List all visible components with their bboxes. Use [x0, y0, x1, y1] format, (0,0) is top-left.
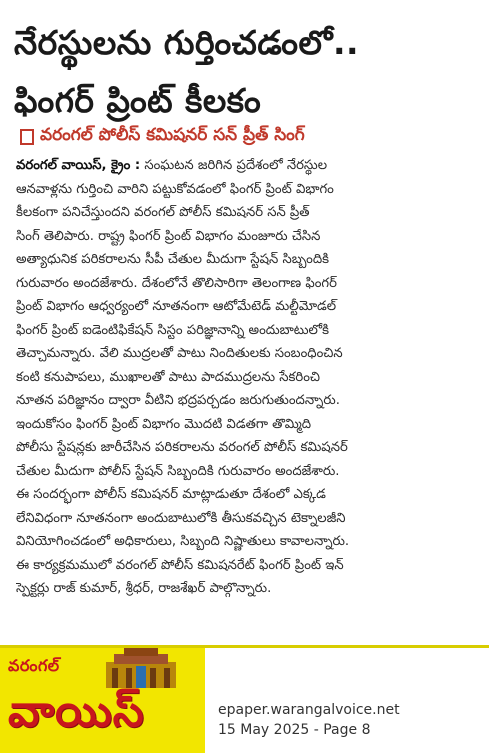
- logo-small-text: వరంగల్: [8, 656, 60, 675]
- article-line: తెచ్చామన్నారు. వేలి ముద్రలతో పాటు నిందితులకు సంబంధించిన: [16, 346, 343, 361]
- article-line: అత్యాధునిక పరికరాలను సీపీ చేతుల మీదుగా స్టేషన్ సిబ్బందికి: [16, 252, 330, 267]
- headline: [14, 14, 482, 130]
- article-line: నూతన పరిజ్ఞానం ద్వారా వీటిని భద్రపర్చడం జరుగుతుందన్నారు.: [16, 393, 340, 408]
- subheadline-text: వరంగల్ పోలీస్ కమిషనర్ సన్ ప్రీత్ సింగ్: [40, 125, 305, 145]
- article-line: ఈ కార్యక్రమములో వరంగల్ పోలీస్ కమిషనరేట్ ఫింగర్ ప్రింట్ ఇన్: [16, 557, 344, 573]
- article-line: కంటి కనుపాపలు, ముఖాలతో పాటు పాదముద్రలను సేకరించి: [16, 369, 321, 385]
- article-line: చేతుల మీదుగా పోలీస్ స్టేషన్ సిబ్బందికి గురువారం అందజేశారు.: [16, 463, 340, 479]
- article-line: ఆనవాళ్లను గుర్తించి వారిని పట్టుకోవడంలో ఫింగర్ ప్రింట్ విభాగం: [16, 181, 334, 197]
- logo-big-text: వాయిస్: [8, 686, 145, 737]
- article-line: ఫింగర్ ప్రింట్ ఐడెంటిఫికేషన్ సిస్టం పరిజ్ఞానాన్ని అందుబాటులోకి: [16, 322, 330, 338]
- article-line: కీలకంగా పనిచేస్తుందని వరంగల్ పోలీస్ కమిషనర్ సన్ ప్రీత్: [16, 205, 310, 220]
- article-line: ప్రింట్ విభాగం ఆధ్వర్యంలో నూతనంగా ఆటోమేటెడ్ మల్టీమోడల్: [16, 299, 337, 314]
- article-byline: వరంగల్ వాయిస్, క్రైం :: [16, 158, 141, 173]
- article-line: లేనివిధంగా నూతనంగా అందుబాటులోకి తీసుకవచ్చిన టెక్నాలజీని: [16, 510, 346, 526]
- article-line: పోలీసు స్టేషన్లకు జారీచేసిన పరికరాలను వరంగల్ పోలీస్ కమిషనర్: [16, 440, 348, 455]
- subheadline: [20, 124, 480, 150]
- date-page: 15 May 2025 - Page 8: [218, 722, 371, 738]
- article-line: ఇందుకోసం ఫింగర్ ప్రింట్ విభాగం మొదటి విడతగా తొమ్మిది: [16, 416, 312, 432]
- epaper-meta: [218, 700, 478, 740]
- article-line: సింగ్ తెలిపారు. రాష్ట్ర ఫింగర్ ప్రింట్ విభాగం మంజూరు చేసిన: [16, 228, 321, 244]
- article-line: [16, 154, 482, 178]
- checkbox-bullet-icon: [20, 129, 34, 145]
- article-line: వినియోగించడంలో అధికారులు, సిబ్బంది నిష్ణాతులు కావాలన్నారు.: [16, 534, 350, 549]
- article-line-1-text: సంఘటన జరిగిన ప్రదేశంలో నేరస్థుల: [140, 158, 328, 173]
- article-body: [16, 154, 482, 601]
- article-line: ఈ సందర్భంగా పోలీస్ కమిషనర్ మాట్లాడుతూ దేశంలో ఎక్కడ: [16, 487, 326, 502]
- article-line: గురువారం అందజేశారు. దేశంలోనే తొలిసారిగా తెలంగాణ ఫింగర్: [16, 275, 337, 291]
- epaper-url: epaper.warangalvoice.net: [218, 702, 400, 718]
- epaper-footer: [0, 648, 489, 753]
- article-line: స్పెక్టర్లు రాజ్ కుమార్, శ్రీధర్, రాజశేఖర్ పాల్గొన్నారు.: [16, 581, 272, 596]
- warangal-voice-logo: [0, 648, 205, 753]
- headline-line-2: ఫింగర్ ప్రింట్ కీలకం: [14, 81, 262, 120]
- headline-line-1: నేరస్థులను గుర్తించడంలో..: [14, 23, 360, 62]
